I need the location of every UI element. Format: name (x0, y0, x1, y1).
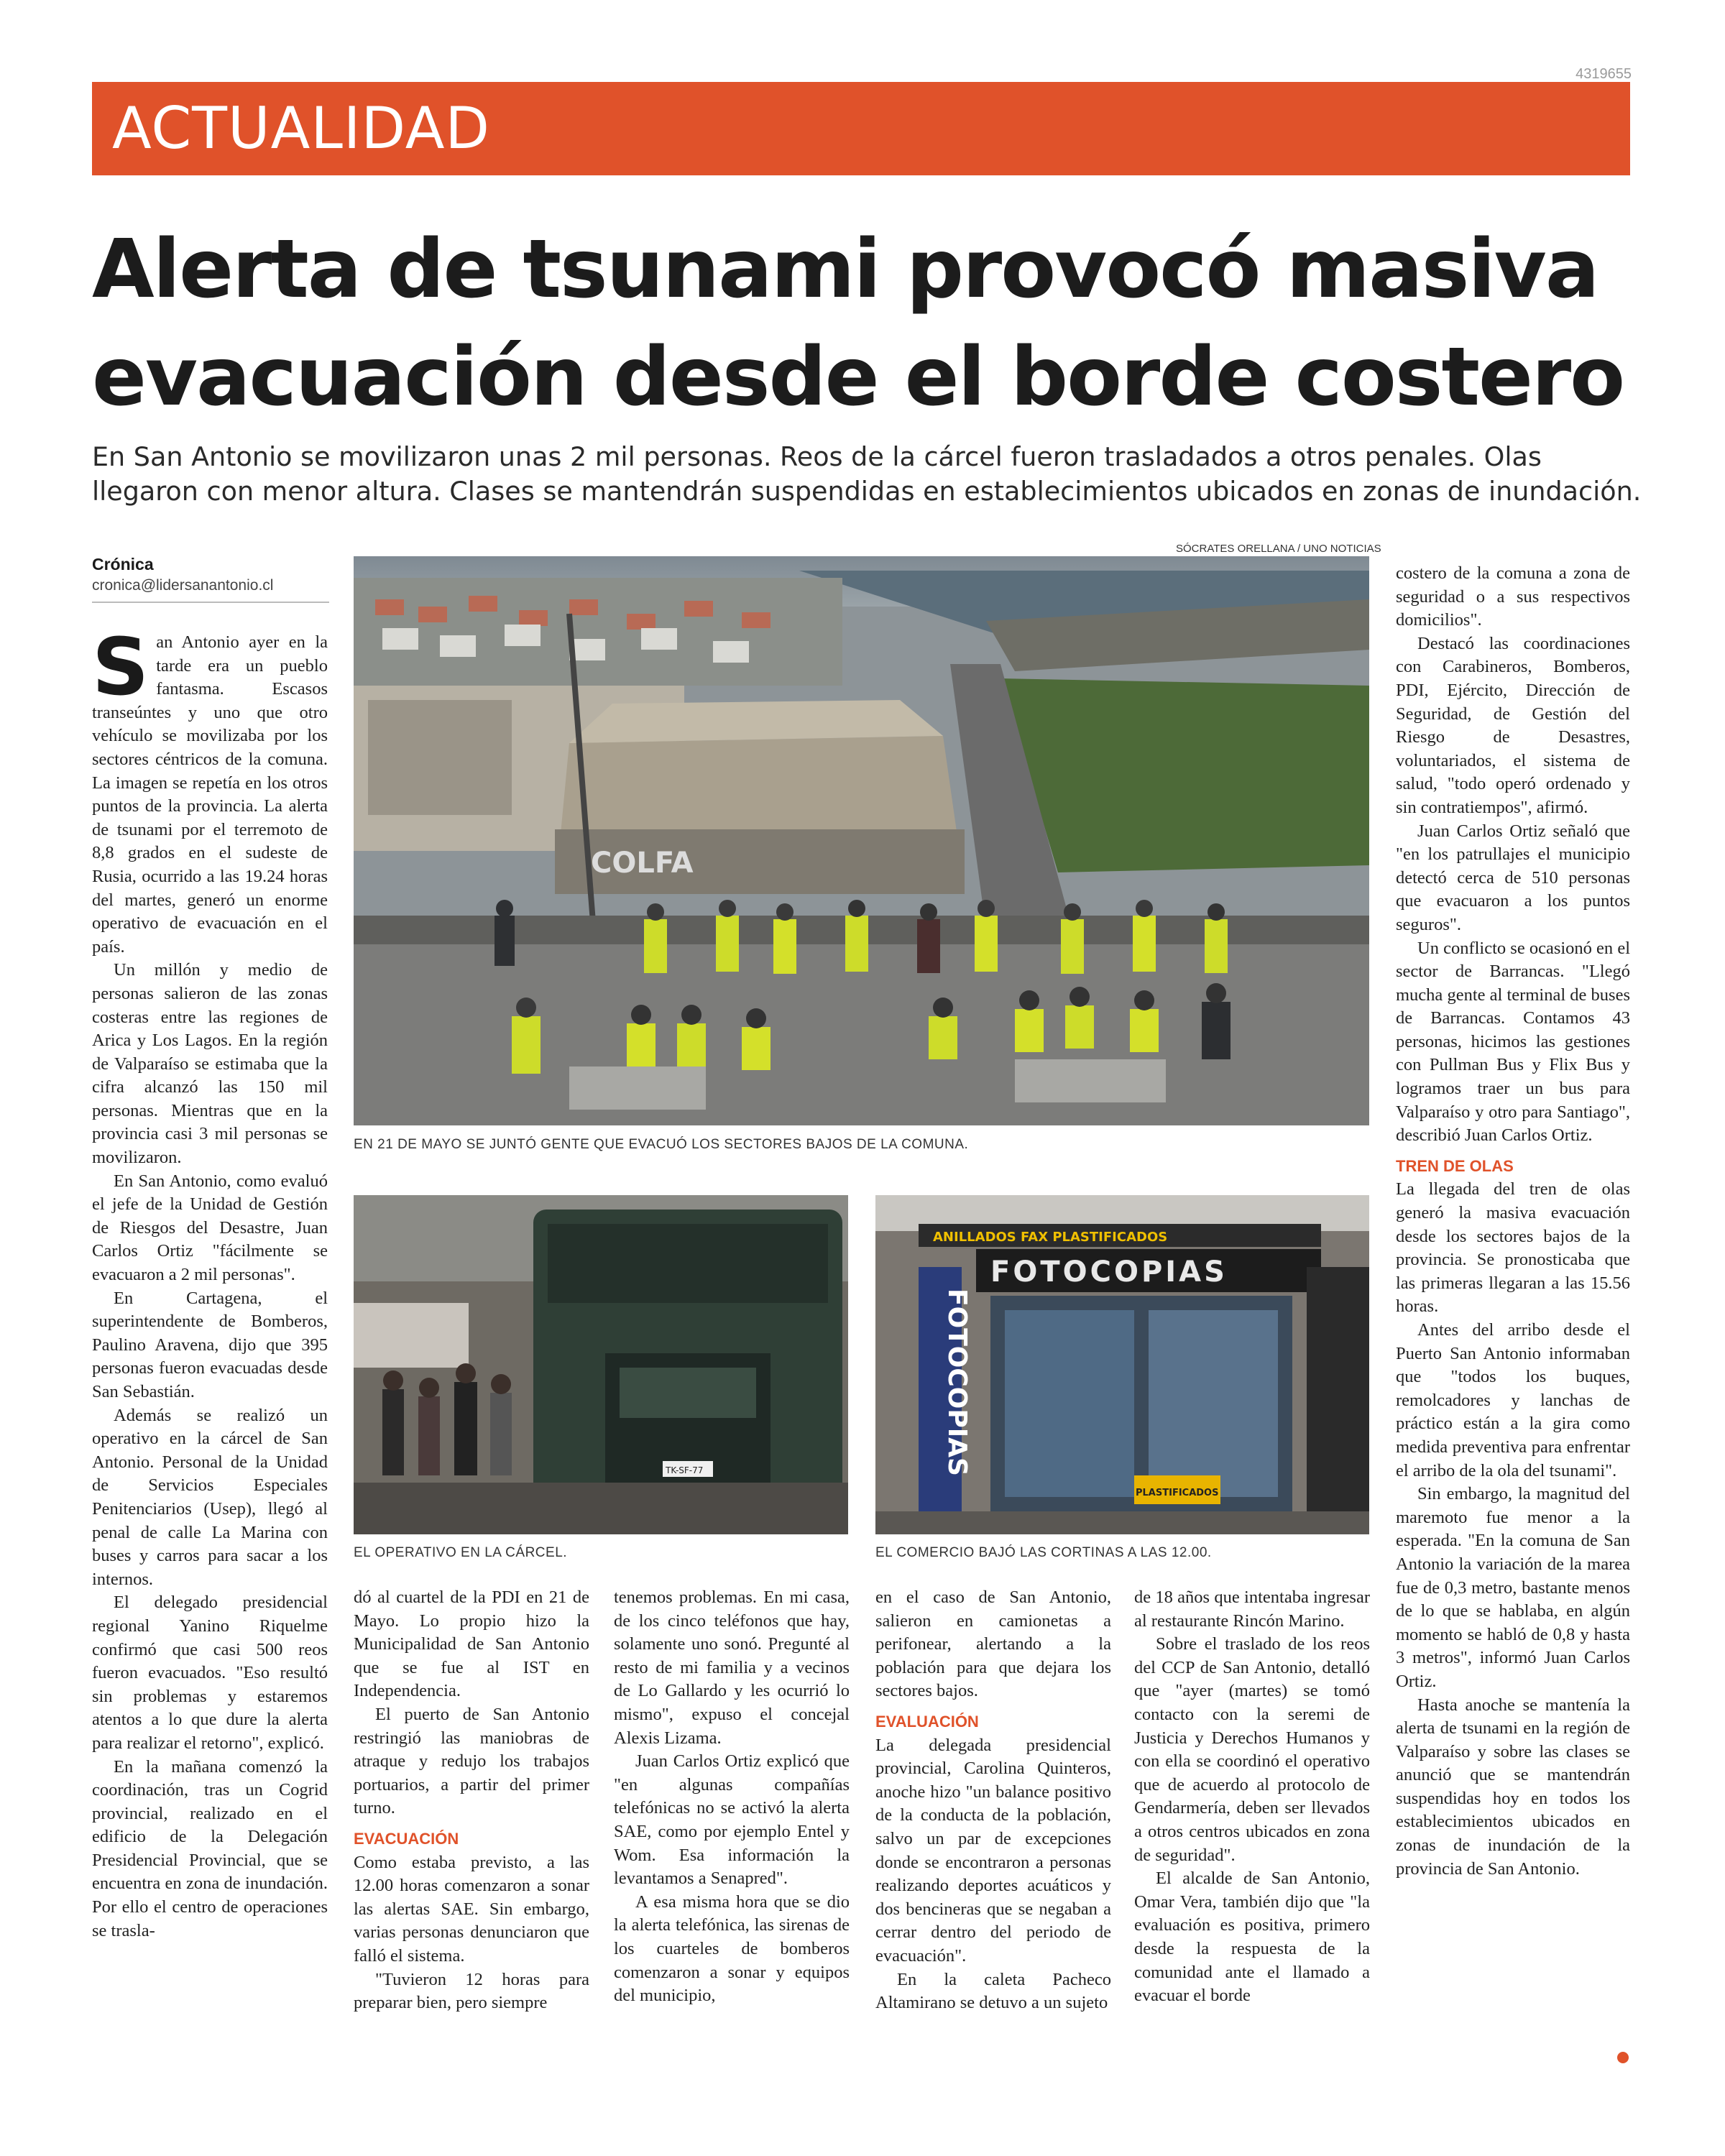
paragraph: dó al cuartel de la PDI en 21 de Mayo. Lo propio hizo la Municipalidad de San Antonio que se fue al IST en Independencia. (354, 1588, 589, 1701)
paragraph: Sobre el traslado de los reos del CCP de San Antonio, detalló que "ayer (martes) se tomó contacto con la seremi de Justicia y Derechos Humanos y con ella se coordinó el operativo que de acuerdo al protocolo de Gendarmería, deben ser llevados a otros centros ubicados en zona de seguridad". (1134, 1634, 1370, 1865)
paragraph: Juan Carlos Ortiz señaló que "en los patrullajes el municipio detectó cerca de 510 personas que evacuaron a los puntos seguros". (1396, 821, 1630, 934)
photo-credit: SÓCRATES ORELLANA / UNO NOTICIAS (1176, 543, 1381, 555)
paragraph: En Cartagena, el superintendente de Bomberos, Paulino Aravena, dijo que 395 personas fueron evacuadas desde San Sebastián. (92, 1288, 328, 1401)
paragraph: En la mañana comenzó la coordinación, tras un Cogrid provincial, realizado en el edificio de la Delegación Presidencial Provincial, que se encuentra en zona de inundación. Por ello el centro de operaciones se trasla- (92, 1756, 328, 1940)
dropcap: S (92, 621, 150, 713)
paragraph: En San Antonio, como evaluó el jefe de la Unidad de Gestión de Riesgos del Desastre, Juan Carlos Ortiz "fácilmente se evacuaron a 2 mil personas". (92, 1171, 328, 1285)
subhead-evaluacion: EVALUACIÓN (875, 1712, 979, 1731)
body-column-2 (354, 1586, 589, 2015)
paragraph: El puerto de San Antonio restringió las maniobras de atraque y redujo los trabajos portuarios, a partir del primer turno. (354, 1704, 589, 1818)
paragraph: Juan Carlos Ortiz explicó que "en algunas compañías telefónicas no se activó la alerta SAE, como por ejemplo Entel y Wom. Esa información la levantamos a Senapred". (614, 1751, 850, 1889)
paragraph: Un millón y medio de personas salieron de las zonas costeras entre las regiones de Arica y Los Lagos. En la región de Valparaíso se estimaba que la cifra alcanzó las 150 mil personas. Mientras que en la provincia casi 3 mil personas se movilizaron. (92, 960, 328, 1168)
section-banner (92, 82, 1630, 175)
paragraph: an Antonio ayer en la tarde era un pueblo fantasma. Escasos transeúntes y uno que otro vehículo se movilizaba por los sectores céntricos de la comuna. La imagen se repetía en los otros puntos de la provincia. La alerta de tsunami por el terremoto de 8,8 grados en el sudeste de Rusia, ocurrido a las 19.24 horas del martes, generó un enorme operativo de evacuación en el país. (92, 632, 328, 957)
paragraph: La llegada del tren de olas generó la masiva evacuación desde los sectores bajos de la provincia. Se pronosticaba que las primeras llegaran a las 15.56 horas. (1396, 1179, 1630, 1317)
subheadline-line-1: En San Antonio se movilizaron unas 2 mil personas. Reos de la cárcel fueron trasladados a otros penales. Olas (92, 441, 1542, 472)
subhead-evacuacion: EVACUACIÓN (354, 1829, 459, 1848)
body-column-6 (1396, 562, 1630, 1881)
paragraph: Antes del arribo desde el Puerto San Antonio informaban que "todos los buques, remolcadores y lanchas de práctico están a la gira como medida preventiva para enfrentar el arribo de la ola del tsunami". (1396, 1320, 1630, 1480)
body-column-5 (1134, 1586, 1370, 2008)
paragraph: Sin embargo, la magnitud del maremoto fue menor a la esperada. "En la comuna de San Antonio la variación de la marea fue de 0,3 metro, bastante menos de lo que se hablaba, en algún momento se habló de 0,8 y hasta 3 metros", informó Juan Carlos Ortiz. (1396, 1484, 1630, 1691)
subheadline-line-2: llegaron con menor altura. Clases se mantendrán suspendidas en establecimientos ubicados en zonas de inundación. (92, 476, 1642, 507)
end-mark-icon (1617, 2052, 1629, 2063)
paragraph: "Tuvieron 12 horas para preparar bien, pero siempre (354, 1969, 589, 2013)
paragraph: Como estaba previsto, a las 12.00 horas comenzaron a sonar las alertas SAE. Sin embargo, varias personas denunciaron que falló el sistema. (354, 1852, 589, 1966)
paragraph: tenemos problemas. En mi casa, de los cinco teléfonos que hay, solamente uno sonó. Pregunté al resto de mi familia y a vecinos de Lo Gallardo y les ocurrió lo mismo", expuso el concejal Alexis Lizama. (614, 1588, 850, 1748)
shop-photo-caption: EL COMERCIO BAJÓ LAS CORTINAS A LAS 12.00. (875, 1545, 1212, 1560)
section-title: ACTUALIDAD (112, 95, 491, 162)
paragraph: en el caso de San Antonio, salieron en camionetas a perifonear, alertando a la población para que dejara los sectores bajos. (875, 1588, 1111, 1701)
byline (92, 555, 329, 594)
byline-name: Crónica (92, 555, 154, 573)
subhead-tren-de-olas: TREN DE OLAS (1396, 1156, 1514, 1175)
paragraph: de 18 años que intentaba ingresar al restaurante Rincón Marino. (1134, 1588, 1370, 1631)
paragraph: El alcalde de San Antonio, Omar Vera, también dijo que "la evaluación es positiva, primero desde la respuesta de la comunidad ante el llamado a evacuar el borde (1134, 1869, 1370, 2006)
license-plate: TK-SF-77 (666, 1465, 704, 1475)
paragraph: A esa misma hora que se dio la alerta telefónica, las sirenas de los cuarteles de bomberos comenzaron a sonar y equipos del municipio, (614, 1892, 850, 2006)
paragraph: Un conflicto se ocasionó en el sector de Barrancas. "Llegó mucha gente al terminal de buses de Barrancas. Contamos 43 personas, hicimos las gestiones con Pullman Bus y Flix Bus y logramos traer un bus para Valparaíso y otro para Santiago", describió Juan Carlos Ortiz. (1396, 938, 1630, 1146)
colfa-sign-text: COLFA (591, 847, 694, 880)
jail-photo (354, 1195, 848, 1534)
shop-sign-top: ANILLADOS FAX PLASTIFICADOS (933, 1230, 1168, 1245)
byline-divider (92, 602, 329, 603)
headline-line-2: evacuación desde el borde costero (92, 331, 1624, 424)
paragraph: Además se realizó un operativo en la cárcel de San Antonio. Personal de la Unidad de Servicios Especiales Penitenciarios (Usep), llegó al penal de calle La Marina con buses y carros para sacar a los internos. (92, 1405, 328, 1589)
shop-sign-main: FOTOCOPIAS (990, 1256, 1228, 1289)
paragraph: En la caleta Pacheco Altamirano se detuvo a un sujeto (875, 1969, 1111, 2013)
paragraph: Hasta anoche se mantenía la alerta de tsunami en la región de Valparaíso y sobre las clases se anunció que se mantendrán suspendidas hoy en todos los establecimientos ubicados en zonas de inundación de la provincia de San Antonio. (1396, 1695, 1630, 1879)
shop-photo (875, 1195, 1369, 1534)
byline-email: cronica@lidersanantonio.cl (92, 577, 274, 594)
paragraph: La delegada presidencial provincial, Carolina Quinteros, anoche hizo "un balance positivo de la conducta de la población, salvo un par de excepciones donde se encontraron a personas realizando deportes acuáticos y dos bencineras que se negaban a cerrar dentro del periodo de evacuación". (875, 1735, 1111, 1966)
shop-sign-small: PLASTIFICADOS (1136, 1488, 1219, 1498)
shop-sign-vertical: FOTOCOPIAS (942, 1289, 972, 1476)
paragraph: costero de la comuna a zona de seguridad o a sus respectivos domicilios". (1396, 563, 1630, 630)
jail-photo-caption: EL OPERATIVO EN LA CÁRCEL. (354, 1545, 568, 1560)
clip-id: 4319655 (1576, 66, 1632, 82)
subheadline (92, 440, 1642, 509)
body-column-3 (614, 1586, 850, 2008)
main-photo-caption: EN 21 DE MAYO SE JUNTÓ GENTE QUE EVACUÓ LOS SECTORES BAJOS DE LA COMUNA. (354, 1137, 969, 1152)
paragraph: Destacó las coordinaciones con Carabineros, Bomberos, PDI, Ejército, Dirección de Seguridad, de Gestión del Riesgo de Desastres, voluntariados, el sistema de salud, "todo operó ordenado y sin contratiempos", afirmó. (1396, 633, 1630, 817)
body-column-4 (875, 1586, 1111, 2015)
main-photo (354, 556, 1369, 1125)
headline-line-1: Alerta de tsunami provocó masiva (92, 223, 1598, 316)
headline (92, 216, 1637, 431)
body-column-1 (92, 621, 328, 1943)
paragraph: El delegado presidencial regional Yanino Riquelme confirmó que casi 500 reos fueron evacuados. "Eso resultó sin problemas y estaremos atentos a lo que dure la alerta para realizar el retorno", explicó. (92, 1593, 328, 1753)
